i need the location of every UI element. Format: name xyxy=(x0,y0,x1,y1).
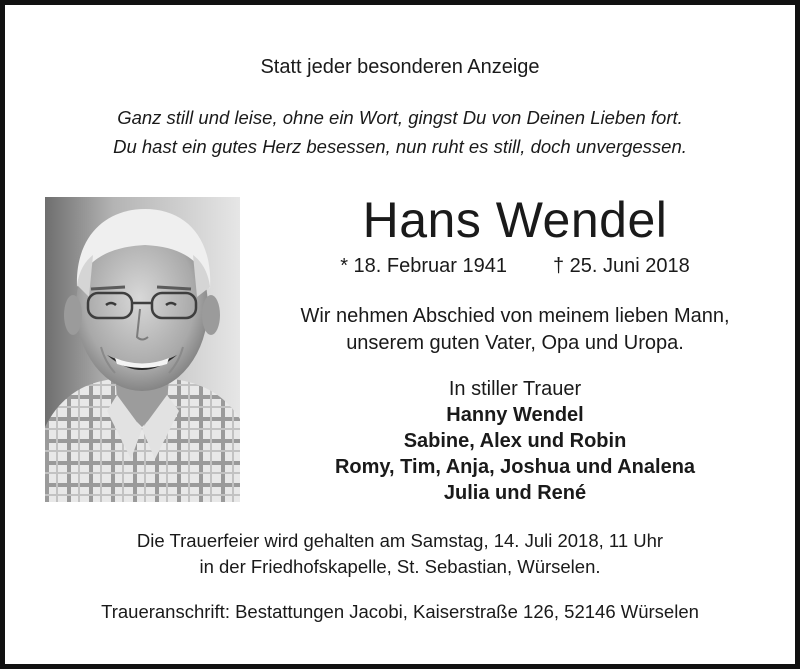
portrait-photo xyxy=(45,197,240,502)
farewell-text xyxy=(255,303,775,357)
death-date: † 25. Juni 2018 xyxy=(553,255,690,277)
poem-line-2: Du hast ein gutes Herz besessen, nun ruht es still, doch unvergessen. xyxy=(113,136,687,157)
poem-verse xyxy=(5,103,795,161)
farewell-line-1: Wir nehmen Abschied von meinem lieben Mann, xyxy=(300,305,730,327)
farewell-line-2: unserem guten Vater, Opa und Uropa. xyxy=(346,332,684,354)
mourners-block xyxy=(255,376,775,506)
mourning-intro: In stiller Trauer xyxy=(448,378,582,400)
ceremony-line-1: Die Trauerfeier wird gehalten am Samstag, 14. Juli 2018, 11 Uhr xyxy=(136,530,664,551)
mourner-name: Sabine, Alex und Robin xyxy=(403,430,627,452)
deceased-name: Hans Wendel xyxy=(362,192,668,248)
mourner-name: Julia und René xyxy=(443,482,587,504)
notice-heading: Statt jeder besonderen Anzeige xyxy=(260,56,540,78)
birth-date: * 18. Februar 1941 xyxy=(340,255,507,277)
ceremony-line-2: in der Friedhofskapelle, St. Sebastian, Würselen. xyxy=(199,556,601,577)
mourner-name: Hanny Wendel xyxy=(446,404,584,426)
mourning-address: Traueranschrift: Bestattungen Jacobi, Kaiserstraße 126, 52146 Würselen xyxy=(101,601,699,622)
mourner-name: Romy, Tim, Anja, Joshua und Analena xyxy=(334,456,696,478)
poem-line-1: Ganz still und leise, ohne ein Wort, gingst Du von Deinen Lieben fort. xyxy=(117,107,683,128)
life-dates xyxy=(255,253,775,279)
ceremony-info xyxy=(5,528,795,580)
